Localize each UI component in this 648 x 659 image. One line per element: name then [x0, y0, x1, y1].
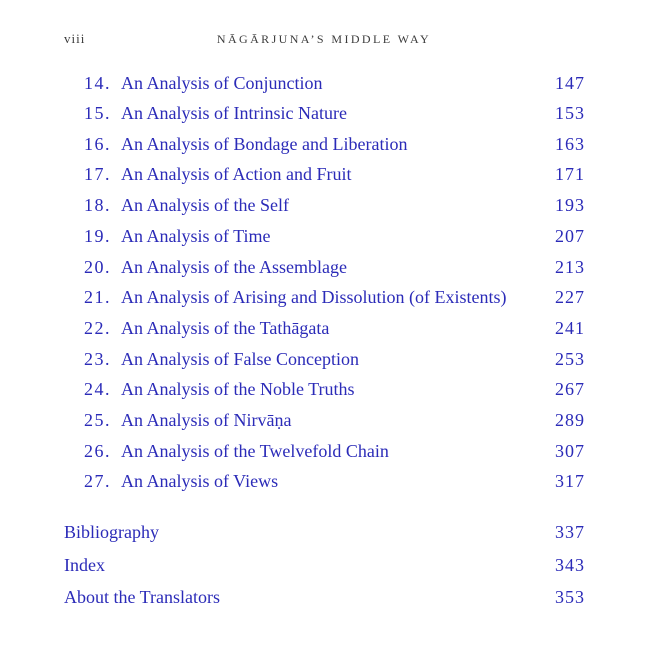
page-number: 207	[555, 226, 585, 246]
chapter-number: 15.	[84, 103, 111, 123]
page-number: 153	[555, 103, 585, 123]
page-number: 193	[555, 195, 585, 215]
chapter-title[interactable]: An Analysis of the Assemblage	[121, 257, 347, 277]
chapter-number: 27.	[84, 471, 111, 491]
page-number: 171	[555, 164, 585, 184]
page-number: 337	[555, 522, 585, 542]
page-number: 307	[555, 441, 585, 461]
back-matter-title[interactable]: About the Translators	[64, 587, 221, 607]
chapter-title[interactable]: An Analysis of Arising and Dissolution (of Existents)	[121, 287, 507, 307]
chapter-title[interactable]: An Analysis of the Self	[121, 195, 289, 215]
chapter-title[interactable]: An Analysis of Time	[121, 226, 271, 246]
toc-entry-15[interactable]	[0, 100, 648, 126]
toc-entry-26[interactable]	[0, 438, 648, 464]
toc-entry-27[interactable]	[0, 468, 648, 494]
toc-entry-23[interactable]	[0, 346, 648, 372]
chapter-title[interactable]: An Analysis of the Noble Truths	[121, 379, 355, 399]
toc-entry-19[interactable]	[0, 223, 648, 249]
chapter-title[interactable]: An Analysis of the Twelvefold Chain	[121, 441, 389, 461]
chapter-title[interactable]: An Analysis of Bondage and Liberation	[121, 134, 408, 154]
back-matter-title[interactable]: Index	[64, 555, 105, 575]
page-number: 343	[555, 555, 585, 575]
chapter-title[interactable]: An Analysis of Nirvāṇa	[121, 410, 292, 430]
page-number: 267	[555, 379, 585, 399]
back-matter-title[interactable]: Bibliography	[64, 522, 159, 542]
chapter-title[interactable]: An Analysis of Views	[121, 471, 279, 491]
chapter-title[interactable]: An Analysis of the Tathāgata	[121, 318, 330, 338]
chapter-number: 23.	[84, 349, 111, 369]
chapter-number: 25.	[84, 410, 111, 430]
page-number: 353	[555, 587, 585, 607]
toc-entry-21[interactable]	[0, 284, 648, 310]
chapter-number: 22.	[84, 318, 111, 338]
chapter-number: 14.	[84, 73, 111, 93]
chapter-number: 19.	[84, 226, 111, 246]
page-number: 253	[555, 349, 585, 369]
chapter-number: 18.	[84, 195, 111, 215]
toc-entry-17[interactable]	[0, 161, 648, 187]
page-number: 213	[555, 257, 585, 277]
page-number: 147	[555, 73, 585, 93]
toc-entry-25[interactable]	[0, 407, 648, 433]
toc-entry-bibliography[interactable]	[0, 519, 648, 545]
chapter-title[interactable]: An Analysis of Conjunction	[121, 73, 323, 93]
page-number: 227	[555, 287, 585, 307]
chapter-number: 16.	[84, 134, 111, 154]
toc-entry-16[interactable]	[0, 131, 648, 157]
chapter-number: 24.	[84, 379, 111, 399]
toc-entry-20[interactable]	[0, 254, 648, 280]
chapter-number: 20.	[84, 257, 111, 277]
chapter-title[interactable]: An Analysis of False Conception	[121, 349, 359, 369]
folio: viii	[64, 31, 86, 46]
toc-entry-about-the-translators[interactable]	[0, 584, 648, 610]
toc-entry-14[interactable]	[0, 70, 648, 96]
toc-entry-index[interactable]	[0, 552, 648, 578]
chapter-title[interactable]: An Analysis of Intrinsic Nature	[121, 103, 347, 123]
chapter-number: 21.	[84, 287, 111, 307]
chapter-title[interactable]: An Analysis of Action and Fruit	[121, 164, 352, 184]
toc-entry-22[interactable]	[0, 315, 648, 341]
toc-entry-24[interactable]	[0, 376, 648, 402]
page-number: 241	[555, 318, 585, 338]
chapter-number: 17.	[84, 164, 111, 184]
toc-entry-18[interactable]	[0, 192, 648, 218]
running-head: NĀGĀRJUNA’S MIDDLE WAY	[216, 32, 432, 46]
page-number: 317	[555, 471, 585, 491]
page-number: 163	[555, 134, 585, 154]
page-number: 289	[555, 410, 585, 430]
chapter-number: 26.	[84, 441, 111, 461]
